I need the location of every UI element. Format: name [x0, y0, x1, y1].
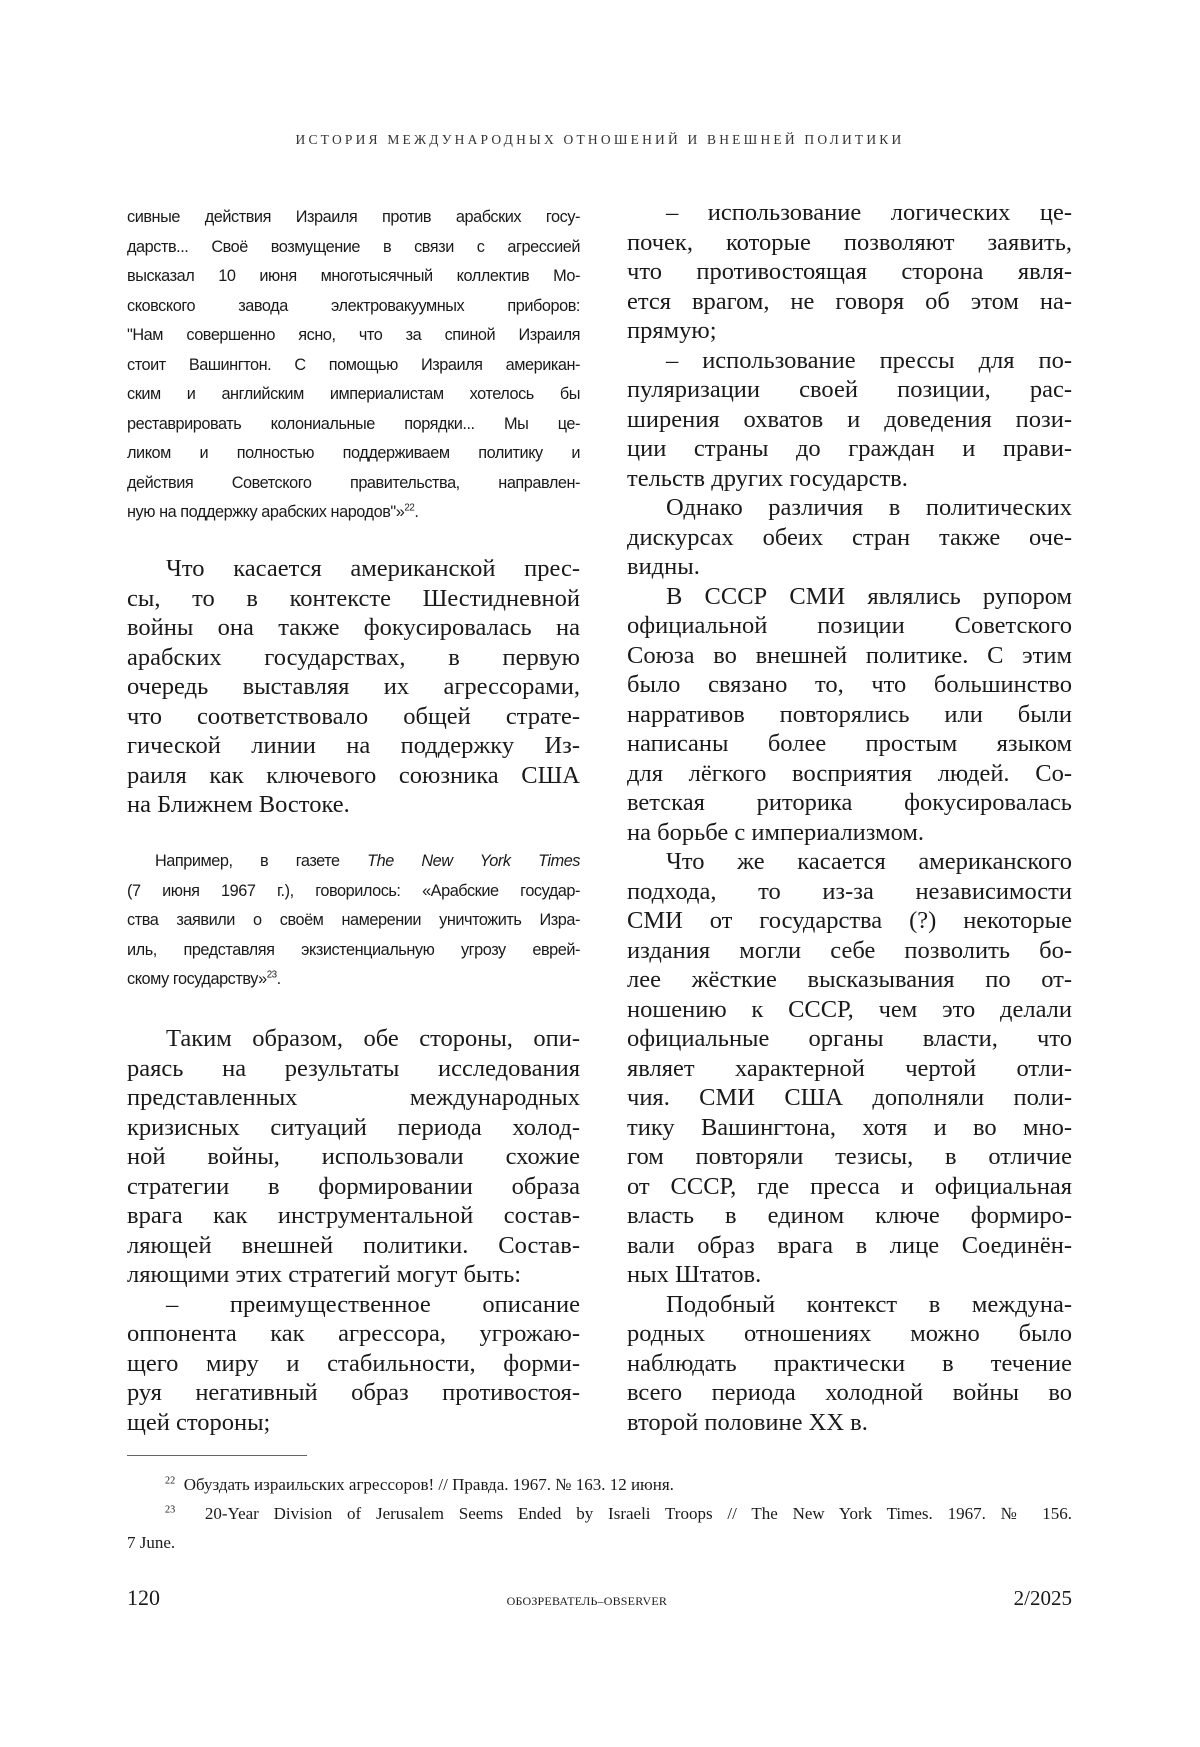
text-line [627, 1201, 1072, 1231]
quote-line [127, 847, 580, 877]
text-line [127, 1024, 580, 1054]
line-text: войны она также фокусировалась на [127, 614, 580, 641]
line-text: почек, которые позволяют заявить, [627, 229, 1072, 256]
line-text: на Ближнем Востоке. [127, 791, 350, 818]
line-text: ширения охватов и доведения пози- [627, 406, 1072, 433]
text-line [627, 1231, 1072, 1261]
line-text: подхода, то из-за независимости [627, 878, 1072, 905]
line-text: ции страны до граждан и прави- [627, 435, 1072, 462]
text-line [627, 788, 1072, 818]
line-text: лее жёсткие высказывания по от- [627, 966, 1072, 993]
line-text: дискурсах обеих стран также оче- [627, 524, 1072, 551]
text-line [127, 1083, 580, 1113]
line-text: написаны более простым языком [627, 730, 1072, 757]
text-line [127, 262, 580, 292]
line-text: тику Вашингтона, хотя и во мно- [627, 1114, 1072, 1141]
text-line [627, 582, 1072, 612]
text-line [127, 380, 580, 410]
paragraph [127, 1024, 580, 1290]
text-line [627, 1290, 1072, 1320]
paragraph [627, 198, 1072, 346]
line-text: родных отношениях можно было [627, 1320, 1072, 1347]
text-line [127, 936, 580, 966]
line-text: "Нам совершенно ясно, что за спиной Израиля [127, 326, 580, 344]
text-line [627, 464, 1072, 494]
line-text: врага как инструментальной состав- [127, 1202, 580, 1229]
text-line [127, 1231, 580, 1261]
text-line [127, 1260, 580, 1290]
text-line [627, 287, 1072, 317]
line-text: было связано то, что большинство [627, 671, 1072, 698]
text-line [127, 761, 580, 791]
text-line [127, 292, 580, 322]
text-line [127, 1201, 580, 1231]
line-text: ским и английским империалистам хотелось бы [127, 385, 580, 403]
text-line [627, 759, 1072, 789]
line-text: ликом и полностью поддерживаем политику и [127, 444, 580, 462]
text-line [627, 1378, 1072, 1408]
line-text: . [277, 970, 281, 988]
text-line [627, 847, 1072, 877]
line-text: щего миру и стабильности, форми- [127, 1350, 580, 1377]
text-line [627, 965, 1072, 995]
footnote-divider [127, 1455, 307, 1456]
footnote-22 [127, 1470, 1072, 1499]
line-text: ляющими этих стратегий могут быть: [127, 1261, 521, 1288]
right-column [627, 198, 1072, 1437]
text-line [127, 439, 580, 469]
line-text: второй половине XX в. [627, 1409, 868, 1436]
text-line [127, 1349, 580, 1379]
line-text: сивные действия Израиля против арабских госу- [127, 208, 580, 226]
text-line [627, 611, 1072, 641]
footnote-number: 23 [165, 1504, 175, 1515]
line-text: что соответствовало общей страте- [127, 703, 580, 730]
line-text: ства заявили о своём намерении уничтожить Изра- [127, 911, 580, 929]
line-text: тельств других государств. [627, 465, 908, 492]
footnote-ref[interactable]: 23 [267, 970, 277, 981]
line-text: ляющей внешней политики. Состав- [127, 1232, 580, 1259]
text-line [627, 1024, 1072, 1054]
line-text: кризисных ситуаций периода холод- [127, 1114, 580, 1141]
text-line [127, 410, 580, 440]
text-line [627, 818, 1072, 848]
text-line [127, 731, 580, 761]
line-text: щей стороны; [127, 1409, 270, 1436]
line-text: чия. СМИ США дополняли поли- [627, 1084, 1072, 1111]
line-text: гической линии на поддержку Из- [127, 732, 580, 759]
text-line [627, 405, 1072, 435]
line-text: сы, то в контексте Шестидневной [127, 585, 580, 612]
text-line [627, 346, 1072, 376]
quote-block-1 [127, 203, 580, 528]
line-text: наблюдать практически в течение [627, 1350, 1072, 1377]
text-line [127, 469, 580, 499]
line-text: издания могли себе позволить бо- [627, 937, 1072, 964]
paragraph [627, 346, 1072, 494]
text-line [627, 198, 1072, 228]
paragraph [627, 493, 1072, 582]
text-line [627, 877, 1072, 907]
line-text: скому государству» [127, 970, 267, 988]
text-line [127, 351, 580, 381]
footnote-text: Обуздать израильских агрессоров! // Правда. 1967. № 163. 12 июня. [184, 1475, 674, 1494]
line-text: – использование логических це- [666, 199, 1072, 226]
text-line [127, 584, 580, 614]
text-line [127, 643, 580, 673]
text-line [627, 1260, 1072, 1290]
text-line [127, 203, 580, 233]
line-text: прямую; [627, 317, 717, 344]
paragraph [627, 1290, 1072, 1438]
text-line [627, 552, 1072, 582]
line-text: (7 июня 1967 г.), говорилось: «Арабские госудаp- [127, 882, 580, 900]
text-line [127, 233, 580, 263]
line-text: ных Штатов. [627, 1261, 761, 1288]
text-line [127, 1142, 580, 1172]
text-line [627, 1349, 1072, 1379]
line-text: дарств... Своё возмущение в связи с агрессией [127, 238, 580, 256]
text-line [127, 672, 580, 702]
line-text: всего периода холодной войны во [627, 1379, 1072, 1406]
text-line [127, 790, 580, 820]
line-text: Что касается американской прес- [166, 555, 580, 582]
paragraph [127, 554, 580, 820]
list-item [127, 1290, 580, 1438]
text-line [127, 554, 580, 584]
line-text: раиля как ключевого союзника США [127, 762, 580, 789]
text-line [627, 228, 1072, 258]
line-text: действия Советского правительства, направлен- [127, 474, 580, 492]
text-line [627, 1408, 1072, 1438]
footnote-number: 22 [165, 1475, 175, 1486]
line-text: от СССР, где пресса и официальная [627, 1173, 1072, 1200]
line-text: представленных международных [127, 1084, 580, 1111]
line-text: на борьбе с империализмом. [627, 819, 924, 846]
line-text: Таким образом, обе стороны, опи- [166, 1025, 580, 1052]
line-text: – использование прессы для по- [666, 347, 1072, 374]
text-line [627, 700, 1072, 730]
text-line [627, 1083, 1072, 1113]
line-text: арабских государствах, в первую [127, 644, 580, 671]
line-text: раясь на результаты исследования [127, 1055, 580, 1082]
text-line [627, 729, 1072, 759]
line-text: – преимущественное описание [166, 1291, 580, 1318]
text-line [627, 493, 1072, 523]
line-text: высказал 10 июня многотысячный коллектив Мо- [127, 267, 580, 285]
text-line [627, 434, 1072, 464]
paragraph [627, 582, 1072, 848]
line-text: ветская риторика фокусировалась [627, 789, 1072, 816]
paragraph [627, 847, 1072, 1290]
text-line [127, 1113, 580, 1143]
page-footer [127, 1585, 1072, 1611]
line-text: ется врагом, не говоря об этом на- [627, 288, 1072, 315]
line-text: реставрировать колониальные порядки... Мы це- [127, 415, 580, 433]
line-text: что противостоящая сторона явля- [627, 258, 1072, 285]
text-line [127, 1378, 580, 1408]
line-text: Однако различия в политических [666, 494, 1072, 521]
text-line [627, 1319, 1072, 1349]
line-text: иль, представляя экзистенциальную угрозу еврей- [127, 941, 580, 959]
line-text: стратегии в формировании образа [127, 1173, 580, 1200]
text-line [627, 936, 1072, 966]
line-text: власть в едином ключе формиро- [627, 1202, 1072, 1229]
line-text: руя негативный образ противостоя- [127, 1379, 580, 1406]
journal-name: ОБОЗРЕВАТЕЛЬ–OBSERVER [507, 1594, 667, 1609]
text-line [627, 641, 1072, 671]
text-line [127, 965, 580, 995]
line-text: гом повторяли тезисы, в отличие [627, 1143, 1072, 1170]
quote-text: Например, в газете [155, 852, 367, 870]
footnote-ref[interactable]: 22 [404, 503, 414, 514]
line-text: ношению к СССР, чем это делали [627, 996, 1072, 1023]
text-line [627, 995, 1072, 1025]
text-line [627, 1172, 1072, 1202]
line-text: оппонента как агрессора, угрожаю- [127, 1320, 580, 1347]
line-text: СМИ от государства (?) некоторые [627, 907, 1072, 934]
text-line [627, 316, 1072, 346]
page-number: 120 [127, 1585, 160, 1611]
text-line [627, 257, 1072, 287]
line-text: Союза во внешней политике. С этим [627, 642, 1072, 669]
footnote-text: 7 June. [127, 1528, 1072, 1557]
text-line [127, 1290, 580, 1320]
quote-block-2 [127, 847, 580, 995]
text-line [127, 702, 580, 732]
text-line [627, 1054, 1072, 1084]
line-text: официальной позиции Советского [627, 612, 1072, 639]
issue-number: 2/2025 [1014, 1586, 1072, 1611]
line-text: являет характерной чертой отли- [627, 1055, 1072, 1082]
line-text: пуляризации своей позиции, рас- [627, 376, 1072, 403]
text-line [127, 1408, 580, 1438]
line-text: сковского завода электровакуумных приборов: [127, 297, 580, 315]
text-line [627, 1142, 1072, 1172]
text-line [127, 1054, 580, 1084]
text-line [127, 906, 580, 936]
line-text: ной войны, использовали схожие [127, 1143, 580, 1170]
text-line [627, 670, 1072, 700]
line-text: ную на поддержку арабских народов"» [127, 503, 404, 521]
text-line [127, 1319, 580, 1349]
running-header: ИСТОРИЯ МЕЖДУНАРОДНЫХ ОТНОШЕНИЙ И ВНЕШНЕЙ ПОЛИТИКИ [0, 132, 1200, 148]
text-line [627, 523, 1072, 553]
text-line [627, 906, 1072, 936]
line-text: видны. [627, 553, 700, 580]
line-text: В СССР СМИ являлись рупором [666, 583, 1072, 610]
line-text: официальные органы власти, что [627, 1025, 1072, 1052]
text-line [627, 1113, 1072, 1143]
line-text: . [414, 503, 418, 521]
line-text: Подобный контекст в междуна- [666, 1291, 1072, 1318]
text-line [127, 613, 580, 643]
footnote-text: 20-Year Division of Jerusalem Seems Ended by Israeli Troops // The New York Times. 1967. № 156. [205, 1504, 1072, 1523]
line-text: очередь выставляя их агрессорами, [127, 673, 580, 700]
newspaper-title: The New York Times [367, 852, 580, 870]
line-text: нарративов повторялись или были [627, 701, 1072, 728]
line-text: для лёгкого восприятия людей. Со- [627, 760, 1072, 787]
text-line [127, 498, 580, 528]
line-text: стоит Вашингтон. С помощью Израиля американ- [127, 356, 580, 374]
line-text: вали образ врага в лице Соединён- [627, 1232, 1072, 1259]
footnote-23 [127, 1499, 1072, 1557]
text-line [127, 877, 580, 907]
text-line [127, 1172, 580, 1202]
line-text: Что же касается американского [666, 848, 1072, 875]
text-line [127, 321, 580, 351]
text-line [627, 375, 1072, 405]
